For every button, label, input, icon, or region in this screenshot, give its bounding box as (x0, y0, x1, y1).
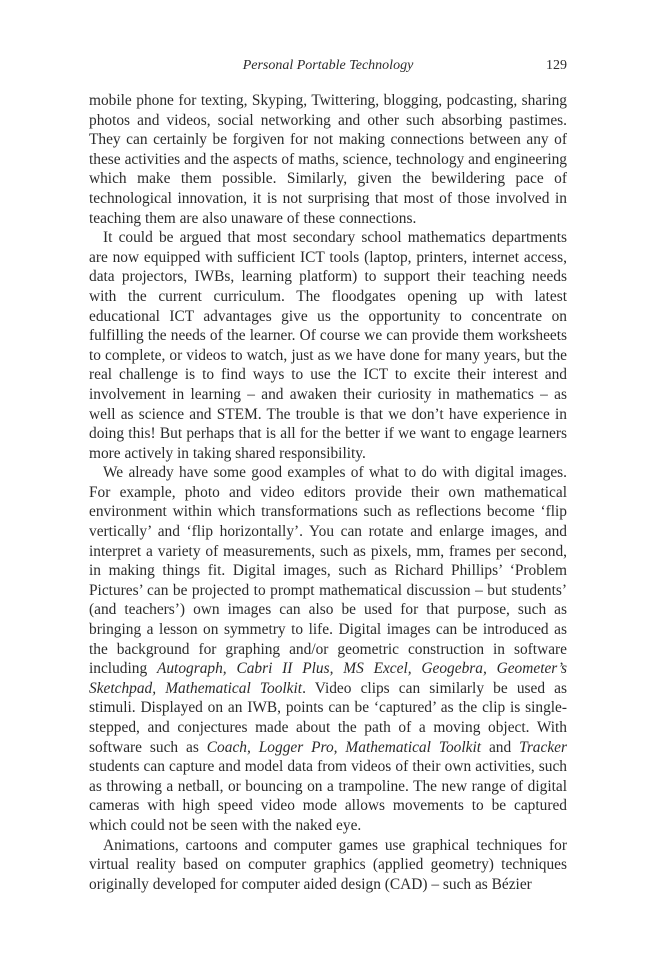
text-run: students can capture and model data from videos of their own activities, such as throwing a netball, or bouncing on a trampoline. The new range of digital cameras with high speed video mode allows movements to be captured which could not be seen with the naked eye. (89, 758, 567, 834)
text-run: and (481, 738, 520, 756)
running-head (89, 58, 567, 78)
paragraph-ict-tools: It could be argued that most secondary school mathematics departments are now equipped with sufficient ICT tools (laptop, printers, internet access, data projectors, IWBs, learning platform) to support their teaching needs with the current curriculum. The floodgates opening up with latest educational ICT advantages give us the opportunity to concentrate on fulfilling the needs of the learner. Of course we can provide them worksheets to complete, or videos to watch, just as we have done for many years, but the real challenge is to find ways to use the ICT to excite their interest and involvement in learning – and awaken their curiosity in mathematics – as well as science and STEM. The trouble is that we don’t have experience in doing this! But perhaps that is all for the better if we want to engage learners more actively in taking shared responsibility. (89, 229, 567, 462)
page-number: 129 (546, 58, 567, 73)
software-names-italic: Coach, Logger Pro, Mathematical Toolkit (206, 738, 482, 756)
text-run: . Video clips can similarly be used as stimuli. Displayed on an IWB, points can be ‘captured’ as the clip is single-stepped, and conjectures made about the path of a moving object. With software such as (89, 679, 568, 756)
software-name-italic: Tracker (519, 738, 567, 756)
running-title: Personal Portable Technology (242, 58, 414, 73)
text-run: We already have some good examples of what to do with digital images. For example, photo and video editors provide their own mathematical environment within which transformations such as reflections become ‘flip vertically’ and ‘flip horizontally’. You can rotate and enlarge images, and interpret a variety of measurements, such as pixels, mm, frames per second, in making things fit. Digital images, such as Richard Phillips’ ‘Problem Pictures’ can be projected to prompt mathematical discussion – but students’ (and teachers’) own images can also be used for that purpose, such as bringing a lesson on symmetry to life. Digital images can be introduced as the background for graphing and/or geometric construction in software including (89, 464, 567, 678)
paragraph-continued: mobile phone for texting, Skyping, Twittering, blogging, podcasting, sharing photos and videos, social networking and other such absorbing pastimes. They can certainly be forgiven for not making connections between any of these activities and the aspects of maths, science, technology and engineering which make them possible. Similarly, given the bewildering pace of technological innovation, it is not surprising that most of those involved in teaching them are also unaware of these connections. (89, 92, 567, 227)
paragraph-digital-images (89, 463, 567, 835)
software-names-italic: Autograph, Cabri II Plus, MS Excel, Geogebra, Geometer’s Sketchpad, Mathematical Toolkit (89, 660, 567, 697)
paragraph-animations: Animations, cartoons and computer games use graphical techniques for virtual reality based on computer graphics (applied geometry) techniques originally developed for computer aided design (CAD) – such as Bézier (89, 836, 567, 893)
body-text (89, 91, 567, 894)
